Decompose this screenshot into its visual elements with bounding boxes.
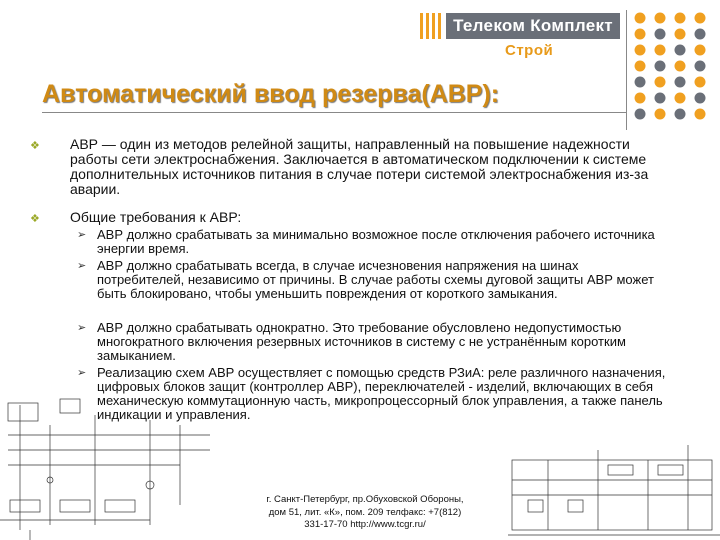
sub-bullet-text: АВР должно срабатывать всегда, в случае исчезновения напряжения на шинах потребителей, независимо от причины. В случае работы схемы дуговой защиты АВР может быть блокировано, чтобы уменьшить повреждения от короткого замыкания. (97, 258, 654, 301)
decorative-dot (695, 77, 706, 88)
decorative-dot (655, 109, 666, 120)
sub-bullet-item (77, 258, 667, 301)
decorative-dot (675, 45, 686, 56)
decorative-dot (695, 45, 706, 56)
chevron-bullet-icon: ➢ (77, 229, 87, 241)
bullet-text: АВР — один из методов релейной защиты, направленный на повышение надежности работы сети электроснабжения. Заключается в автоматическом подключении к системе дополнительных источников питания в случае потери системой электроснабжения из-за аварии. (70, 136, 649, 197)
decorative-dot (635, 109, 646, 120)
slide-title: Автоматический ввод резерва(АВР): (42, 80, 500, 108)
bullet-item (30, 136, 670, 197)
decorative-dot (655, 29, 666, 40)
decorative-dot (675, 13, 686, 24)
wiring-diagram-left (0, 395, 215, 540)
decorative-dot (695, 13, 706, 24)
logo-company-name: Телеком Комплект (446, 13, 620, 39)
logo-stripes (420, 13, 442, 39)
decorative-dot (675, 93, 686, 104)
wiring-diagram-right (508, 440, 720, 540)
sub-bullet-item (77, 227, 667, 256)
decorative-dot (635, 45, 646, 56)
bullet-item (30, 209, 670, 225)
footer-contacts (250, 494, 480, 532)
sub-bullet-item (77, 320, 667, 363)
decorative-dot (675, 77, 686, 88)
title-underline (42, 112, 626, 113)
decorative-dot (655, 61, 666, 72)
decorative-dot (635, 13, 646, 24)
chevron-bullet-icon: ➢ (77, 260, 87, 272)
footer-website[interactable]: 331-17-70 http://www.tcgr.ru/ (304, 519, 426, 530)
decorative-dot (655, 13, 666, 24)
logo-subtitle: Строй (505, 42, 554, 59)
decorative-dot (695, 61, 706, 72)
footer-building: дом 51, лит. «К», пом. 209 телфакс: +7(812) (268, 506, 462, 518)
decorative-dot (635, 29, 646, 40)
vertical-divider (626, 10, 627, 130)
chevron-bullet-icon: ➢ (77, 367, 87, 379)
sub-bullet-text: АВР должно срабатывать однократно. Это требование обусловлено недопустимостью многократного включения резервных источников в систему с не устранённым коротким замыканием. (97, 320, 626, 363)
diamond-bullet-icon: ❖ (30, 140, 40, 152)
bullet-text: Общие требования к АВР: (70, 209, 242, 225)
chevron-bullet-icon: ➢ (77, 322, 87, 334)
footer-address: г. Санкт-Петербург, пр.Обуховской Обороны, (266, 494, 464, 505)
decorative-dot (675, 61, 686, 72)
decorative-dot (675, 29, 686, 40)
decorative-dot (655, 93, 666, 104)
decorative-dot (695, 93, 706, 104)
decorative-dot (635, 77, 646, 88)
decorative-dot (635, 61, 646, 72)
decorative-dot (655, 45, 666, 56)
decorative-dot (655, 77, 666, 88)
decorative-dot (675, 109, 686, 120)
decorative-dot (695, 109, 706, 120)
diamond-bullet-icon: ❖ (30, 213, 40, 225)
decorative-dot (635, 93, 646, 104)
sub-bullet-text: Реализацию схем АВР осуществляет с помощью средств РЗиА: реле различного назначения, цифровых блоков защит (контроллер АВР), переключателей - изделий, включающих в себя механическую коммутационную часть, микропроцессорный блок управления, а также панель индикации и управления. (97, 365, 666, 422)
sub-bullet-text: АВР должно срабатывать за минимально возможное после отключения рабочего источника энергии время. (97, 227, 655, 256)
decorative-dot-grid (630, 10, 710, 125)
decorative-dot (695, 29, 706, 40)
